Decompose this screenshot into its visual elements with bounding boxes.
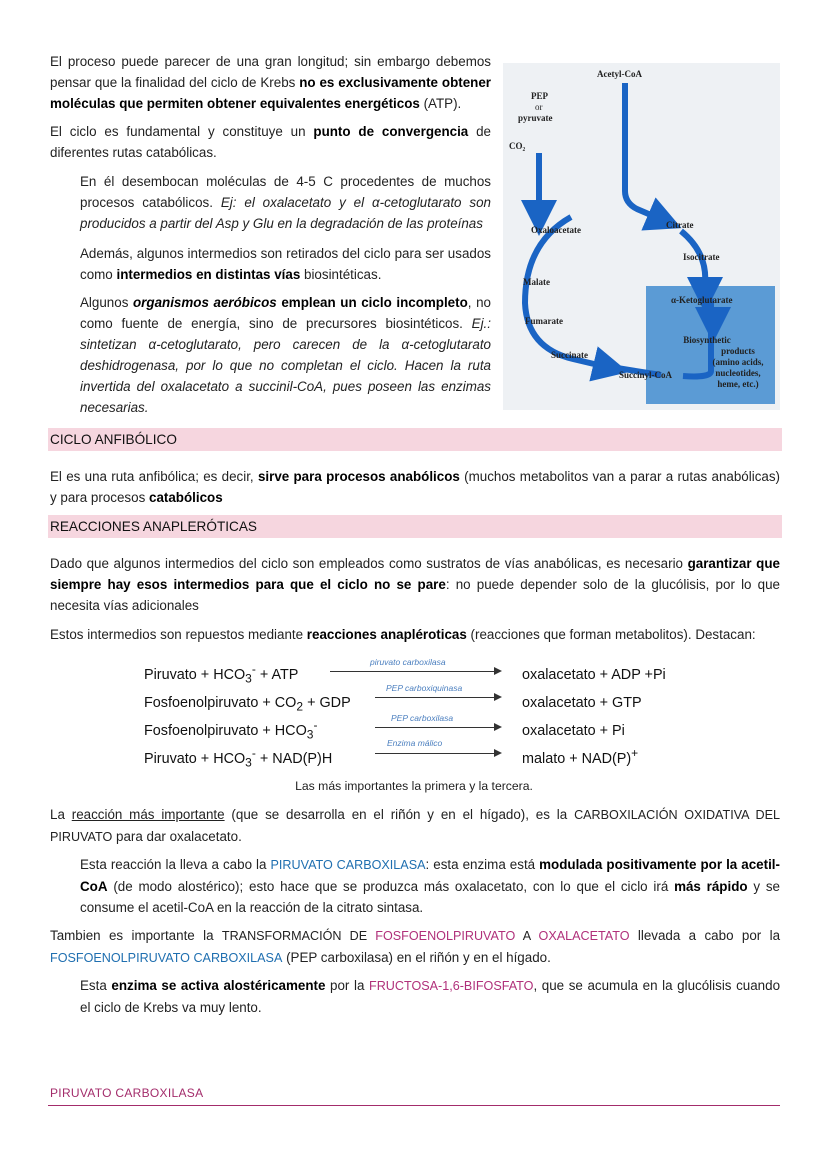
- label-heme: heme, etc.): [717, 379, 759, 389]
- text: Dado que algunos intermedios del ciclo son empleados como sustratos de vías anabólicas, es necesario: [50, 556, 688, 571]
- anapleroticas-paragraph-2: [50, 624, 780, 645]
- reaction-left: [144, 746, 332, 770]
- text: El es una ruta anfibólica; es decir,: [50, 469, 258, 484]
- intro-paragraph-4: [80, 243, 491, 285]
- arrow-head-icon: [494, 693, 502, 701]
- label-acetyl-coa: Acetyl-CoA: [597, 69, 642, 79]
- metabolite-term: FOSFOENOLPIRUVATO: [375, 929, 516, 943]
- underlined: reacción más importante: [71, 807, 225, 822]
- subscript: 3: [306, 727, 314, 742]
- text: : esta enzima está: [425, 857, 540, 872]
- footer-divider: [48, 1105, 780, 1106]
- label-amino-acids: (amino acids,: [712, 357, 764, 367]
- term: TRANSFORMACIÓN DE: [221, 929, 376, 943]
- reaction-right-text: oxalacetato + GTP: [522, 694, 642, 711]
- krebs-cycle-diagram: [503, 63, 780, 410]
- superscript: -: [313, 718, 318, 732]
- intro-paragraph-3: [80, 171, 491, 234]
- reaction-right: [522, 718, 625, 739]
- carboxylation-paragraph-2: [80, 854, 780, 918]
- text: Esta reacción la lleva a cabo la: [80, 857, 271, 872]
- reaction-right: [522, 746, 638, 767]
- emphasis: sirve para procesos anabólicos: [257, 469, 460, 484]
- emphasis: punto de convergencia: [313, 124, 469, 139]
- reaction-right-text: oxalacetato + Pi: [522, 722, 625, 739]
- enzyme-label: Enzima málico: [387, 738, 443, 748]
- subscript: 3: [245, 671, 252, 686]
- text: En él desembocan moléculas de 4-5 C procedentes de muchos procesos catabólicos.: [80, 174, 491, 210]
- section-header-anfibolico: CICLO ANFIBÓLICO: [48, 428, 782, 451]
- reaction-left: [144, 718, 317, 742]
- text: Además, algunos intermedios son retirados del ciclo para ser usados como: [80, 246, 491, 282]
- cycle-arc-left: [525, 217, 611, 368]
- enzyme-label: PEP carboxilasa: [391, 713, 454, 723]
- carboxylation-paragraph-3: [50, 925, 780, 969]
- reaction-left-text: Fosfoenolpiruvato + CO: [144, 694, 297, 711]
- reaction-right: [522, 690, 642, 711]
- carboxylation-paragraph-1: [50, 804, 780, 848]
- text: Tambien es importante la: [50, 928, 222, 943]
- text: (que se desarrolla en el riñón y en el hígado), es la: [224, 807, 575, 822]
- label-isocitrate: Isocitrate: [683, 252, 720, 262]
- label-fumarate: Fumarate: [525, 316, 563, 326]
- text: (reacciones que forman metabolitos). Destacan:: [466, 627, 756, 642]
- reaction-left-tail: + NAD(P)H: [255, 750, 333, 767]
- reaction-caption: Las más importantes la primera y la tercera.: [295, 779, 533, 793]
- arrow-head-icon: [494, 749, 502, 757]
- emphasis: garantizar que siempre hay esos intermedios para que el ciclo no se pare: [50, 556, 780, 592]
- text: biosintéticas.: [300, 267, 382, 282]
- carboxylation-paragraph-4: [80, 975, 780, 1018]
- reaction-right-text: oxalacetato + ADP +Pi: [522, 666, 666, 683]
- superscript: +: [631, 746, 639, 760]
- intro-paragraph-1: [50, 51, 491, 114]
- text: La: [50, 807, 72, 822]
- term: CARBOXILACIÓN OXIDATIVA DEL PIRUVATO: [50, 808, 780, 844]
- reaction-left: [144, 690, 351, 714]
- superscript: -: [251, 746, 256, 760]
- label-products: products: [721, 346, 755, 356]
- reaction-left-tail: + GDP: [303, 694, 351, 711]
- label-alpha-ketoglutarate: α-Ketoglutarate: [671, 295, 733, 305]
- reaction-arrow: [375, 753, 495, 754]
- text: de diferentes rutas catabólicas.: [50, 124, 491, 160]
- example: Ej: el oxalacetato y el α-cetoglutarato son producidos a partir del Asp y Glu en la degradación de las proteínas: [80, 195, 491, 231]
- label-co2: CO₂: [509, 141, 526, 151]
- reaction-arrow: [375, 727, 495, 728]
- label-citrate: Citrate: [666, 220, 694, 230]
- text: Estos intermedios son repuestos mediante: [50, 627, 307, 642]
- label-oxaloacetate: Oxaloacetate: [531, 225, 581, 235]
- metabolite-term: OXALACETATO: [538, 929, 630, 943]
- text: por la: [325, 978, 369, 993]
- reaction-left-text: Piruvato + HCO: [144, 666, 246, 683]
- label-pyruvate: pyruvate: [518, 113, 553, 123]
- text: para dar oxalacetato.: [112, 829, 242, 844]
- anfibolico-paragraph: [50, 466, 780, 508]
- emphasis: emplean un ciclo incompleto: [276, 295, 468, 310]
- label-pep: PEP: [531, 91, 548, 101]
- enzyme-term: PIRUVATO CARBOXILASA: [270, 858, 426, 872]
- krebs-cycle-figure: [503, 63, 780, 410]
- label-biosynthetic: Biosynthetic: [683, 335, 731, 345]
- text: llevada a cabo por la: [629, 928, 781, 943]
- example: Ej.: sintetizan α-cetoglutarato, pero carecen de la α-cetoglutarato deshidrogenasa, por lo que no completan el ciclo. Hacen la ruta invertida del oxalacetato a succinil-CoA, pues poseen las enzimas necesarias.: [80, 316, 491, 415]
- reaction-left-tail: + ATP: [255, 666, 299, 683]
- text: (de modo alostérico); esto hace que se produzca más oxalacetato, con lo que el ciclo irá: [107, 879, 675, 894]
- text: (muchos metabolitos van a parar a rutas anabólicas) y para procesos: [50, 469, 780, 505]
- arrow-head-icon: [494, 667, 502, 675]
- anapleroticas-paragraph-1: [50, 553, 780, 616]
- enzyme-label: piruvato carboxilasa: [370, 657, 446, 667]
- section-header-anapleroticas: REACCIONES ANAPLERÓTICAS: [48, 515, 782, 538]
- arrow-head-icon: [494, 723, 502, 731]
- emphasis: intermedios en distintas vías: [116, 267, 301, 282]
- text: El ciclo es fundamental y constituye un: [50, 124, 314, 139]
- intro-paragraph-2: [50, 121, 491, 163]
- reaction-right-text: malato + NAD(P): [522, 750, 632, 767]
- text: y se consume el acetil-CoA en la reacción de la citrato sintasa.: [80, 879, 780, 915]
- reaction-arrow: [375, 697, 495, 698]
- superscript: -: [251, 662, 256, 676]
- acetyl-arrow: [625, 83, 665, 221]
- text: (PEP carboxilasa) en el riñón y en el hígado.: [282, 950, 551, 965]
- reaction-left: [144, 662, 298, 686]
- reaction-left-text: Fosfoenolpiruvato + HCO: [144, 722, 307, 739]
- text: Algunos: [80, 295, 133, 310]
- emphasis: modulada positivamente por la acetil-CoA: [80, 857, 780, 894]
- text: , no como fuente de energía, sino de precursores biosintéticos.: [80, 295, 491, 331]
- reaction-right: [522, 662, 666, 683]
- emphasis: organismos aeróbicos: [133, 295, 277, 310]
- label-or: or: [535, 102, 543, 112]
- emphasis: más rápido: [674, 879, 748, 894]
- label-succinate: Succinate: [551, 350, 588, 360]
- text: : no puede depender solo de la glucólisis, por lo que necesita vías adicionales: [50, 577, 780, 613]
- subscript: 2: [296, 699, 304, 714]
- term: A: [515, 929, 539, 943]
- reaction-left-text: Piruvato + HCO: [144, 750, 246, 767]
- reaction-arrow: [330, 671, 495, 672]
- text: (ATP).: [419, 96, 462, 111]
- metabolite-term: FRUCTOSA-1,6-BIFOSFATO: [369, 979, 534, 993]
- emphasis: no es exclusivamente obtener moléculas que permiten obtener equivalentes energéticos: [50, 75, 491, 111]
- text: Esta: [80, 978, 112, 993]
- text: El proceso puede parecer de una gran longitud; sin embargo debemos pensar que la finalidad del ciclo de Krebs: [50, 54, 491, 90]
- label-malate: Malate: [523, 277, 550, 287]
- intro-paragraph-5: [80, 292, 491, 418]
- label-nucleotides: nucleotides,: [715, 368, 761, 378]
- enzyme-label: PEP carboxiquinasa: [386, 683, 463, 693]
- subscript: 3: [245, 755, 252, 770]
- enzyme-term: FOSFOENOLPIRUVATO CARBOXILASA: [50, 951, 283, 965]
- emphasis: enzima se activa alostéricamente: [111, 978, 326, 993]
- emphasis: reacciones anapléroticas: [306, 627, 467, 642]
- footer-heading: PIRUVATO CARBOXILASA: [50, 1086, 204, 1100]
- text: , que se acumula en la glucólisis cuando el ciclo de Krebs va muy lento.: [80, 978, 781, 1015]
- label-succinyl-coa: Succinyl-CoA: [619, 370, 673, 380]
- emphasis: catabólicos: [149, 490, 223, 505]
- cycle-arrow-right: [681, 231, 705, 295]
